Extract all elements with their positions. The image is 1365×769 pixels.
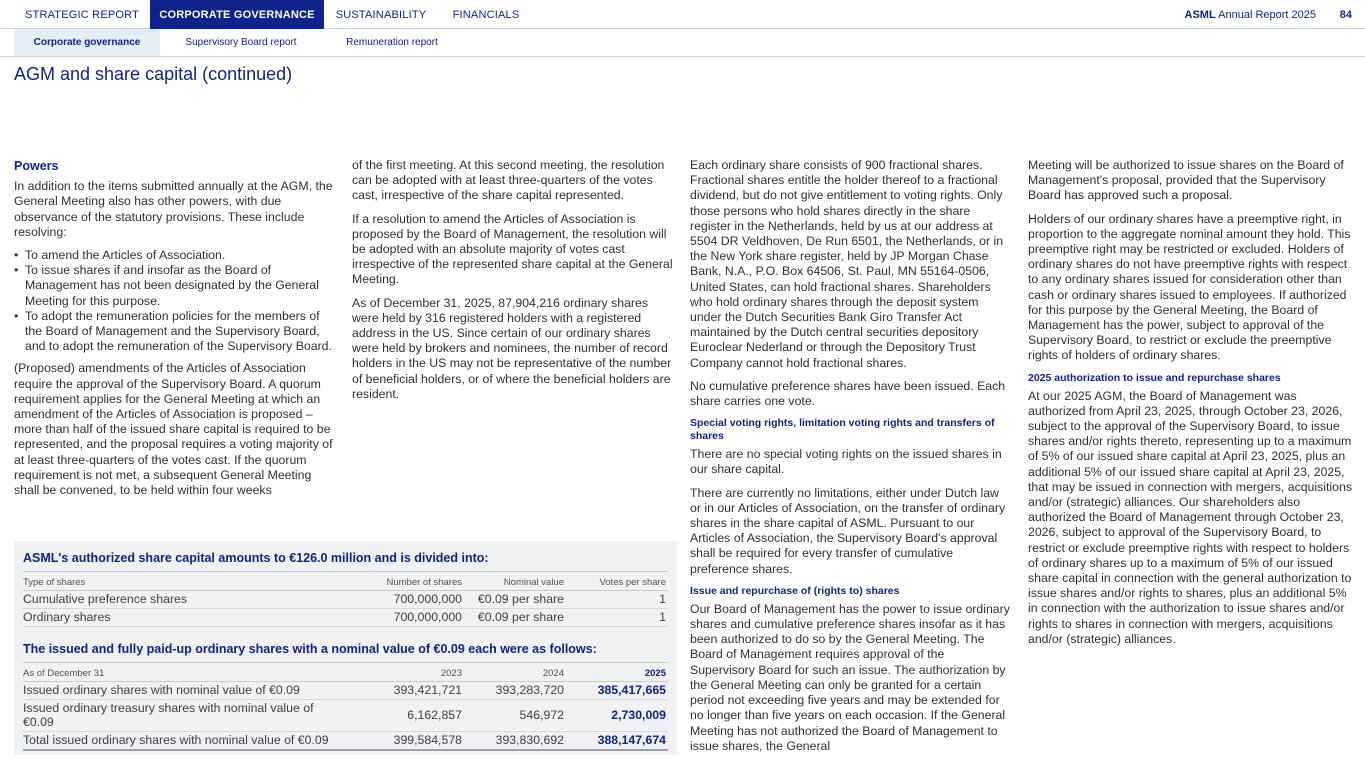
paragraph: There are no special voting rights on the issued shares in our share capital. [690, 447, 1002, 477]
table-cell: 393,283,720 [464, 682, 566, 700]
top-navigation [0, 0, 1365, 29]
subtab-supervisory-board-report[interactable]: Supervisory Board report [185, 37, 297, 48]
table-cell: Total issued ordinary shares with nominal value of €0.09 [23, 732, 344, 751]
list-item: • To adopt the remuneration policies for the members of the Board of Management and the Supervisory Board, and to adopt the remuneration of the Supervisory Board. [14, 309, 336, 355]
column-header: Votes per share [566, 572, 668, 591]
table-cell: €0.09 per share [464, 591, 566, 609]
column-4 [1028, 158, 1352, 655]
authorized-capital-table [23, 571, 668, 627]
report-title-text: Annual Report 2025 [1218, 9, 1316, 21]
paragraph: of the first meeting. At this second meeting, the resolution can be adopted with at least three-quarters of the votes cast, irrespective of the share capital represented. [352, 158, 665, 203]
table-row [23, 700, 668, 732]
list-item: • To issue shares if and insofar as the Board of Management has not been designated by the General Meeting for this purpose. [14, 263, 336, 309]
paragraph: Each ordinary share consists of 900 fractional shares. Fractional shares entitle the holder thereof to a fractional dividend, but do not give entitlement to voting rights. Only those persons who hold shares directly in the share register in the Netherlands, held by us at our address at 5504 DR Veldhoven, De Run 6501, the Netherlands, or in the New York share register, held by JP Morgan Chase Bank, N.A., P.O. Box 64506, St. Paul, MN 55164-0506, United States, can hold fractional shares. Shareholders who hold ordinary shares through the deposit system under the Dutch Securities Bank Giro Transfer Act maintained by the Dutch central securities depository Euroclear Nederland or through the Depository Trust Company cannot hold fractional shares. [690, 158, 1004, 370]
table-row [23, 591, 668, 609]
table-row [23, 609, 668, 627]
table-cell: 385,417,665 [566, 682, 668, 700]
subtab-remuneration-report[interactable]: Remuneration report [346, 37, 438, 48]
table-cell: Issued ordinary treasury shares with nominal value of €0.09 [23, 700, 344, 732]
column-header: 2024 [464, 663, 566, 682]
column-header: Number of shares [344, 572, 464, 591]
authorized-capital-title: ASML's authorized share capital amounts to €126.0 million and is divided into: [23, 551, 489, 565]
paragraph: No cumulative preference shares have been issued. Each share carries one vote. [690, 378, 1006, 409]
column-header: 2023 [344, 663, 464, 682]
table-cell: 1 [566, 609, 668, 627]
subtab-corporate-governance[interactable]: Corporate governance [14, 29, 160, 56]
paragraph: There are currently no limitations, either under Dutch law or in our Articles of Association, on the transfer of ordinary shares in the share capital of ASML. Pursuant to our Articles of Association, the Supervisory Board's approval shall be required for every transfer of cumulative preference shares. [690, 485, 1006, 576]
tab-strategic-report[interactable]: STRATEGIC REPORT [24, 9, 140, 21]
page-title: AGM and share capital (continued) [14, 64, 293, 84]
table-cell: 6,162,857 [344, 700, 464, 732]
table-row [23, 732, 668, 751]
table-header-row [23, 663, 668, 682]
powers-list [14, 248, 336, 354]
special-voting-rights-heading: Special voting rights, limitation voting rights and transfers of shares [690, 417, 995, 443]
report-brand: ASML [1184, 9, 1216, 21]
paragraph: Our Board of Management has the power to issue ordinary shares and cumulative preference shares insofar as it has been authorized to do so by the General Meeting. The Board of Management requires approval of the Supervisory Board for such an issue. The authorization by the General Meeting can only be granted for a certain period not exceeding five years and may be extended for no longer than five years on each occasion. If the General Meeting has not authorized the Board of Management to issue shares, the General [690, 601, 1010, 753]
report-title [1185, 0, 1316, 31]
column-2 [352, 158, 674, 410]
paragraph: Meeting will be authorized to issue shares on the Board of Management's proposal, provided that the Supervisory Board has approved such a proposal. [1028, 158, 1344, 203]
column-3 [690, 158, 1012, 762]
table-cell: Issued ordinary shares with nominal value of €0.09 [23, 682, 344, 700]
column-header: 2025 [566, 663, 668, 682]
table-cell: 1 [566, 591, 668, 609]
paragraph: At our 2025 AGM, the Board of Management was authorized from April 23, 2025, through October 23, 2026, subject to the approval of the Supervisory Board, to issue shares and/or rights thereto, representing up to a maximum of 5% of our issued share capital at April 23, 2025, plus an additional 5% of our issued share capital at April 23, 2025, that may be issued in connection with mergers, acquisitions and/or (strategic) alliances. Our shareholders also authorized the Board of Management through October 23, 2026, subject to approval of the Supervisory Board, to restrict or exclude preemptive rights with respect to holders of ordinary shares up to a maximum of 5% of our issued share capital in connection with the general authorization to issue shares and/or rights to shares, plus an additional 5% in connection with the authorization to issue shares and/or rights to shares in connection with mergers, acquisitions and/or (strategic) alliances. [1028, 388, 1352, 646]
table-cell: 393,830,692 [464, 732, 566, 751]
table-cell: 393,421,721 [344, 682, 464, 700]
table-cell: 546,972 [464, 700, 566, 732]
column-header: Type of shares [23, 572, 344, 591]
table-row [23, 682, 668, 700]
list-item: • To amend the Articles of Association. [14, 248, 336, 263]
paragraph: As of December 31, 2025, 87,904,216 ordinary shares were held by 316 registered holders with a registered address in the US. Since certain of our ordinary shares were held by brokers and nominees, the number of record holders in the US may not be representative of the number of beneficial holders, or of where the beneficial holders are resident. [352, 295, 672, 401]
issue-repurchase-heading: Issue and repurchase of (rights to) shares [690, 584, 900, 597]
paragraph: (Proposed) amendments of the Articles of Association require the approval of the Supervisory Board. A quorum requirement applies for the General Meeting at which an amendment of the Articles of Association is proposed – more than half of the issued share capital is required to be represented, and the proposal requires a voting majority of at least three-quarters of the votes cast. If the quorum requirement is not met, a subsequent General Meeting shall be convened, to be held within four weeks [14, 361, 333, 498]
table-cell: Ordinary shares [23, 609, 344, 627]
page-number: 84 [1339, 9, 1352, 21]
share-capital-tables [14, 541, 677, 755]
tab-corporate-governance[interactable]: CORPORATE GOVERNANCE [150, 0, 324, 29]
paragraph: In addition to the items submitted annually at the AGM, the General Meeting also has other powers, with due observance of the statutory provisions. These include resolving: [14, 179, 333, 239]
table-cell: 2,730,009 [566, 700, 668, 732]
column-1 [14, 158, 336, 506]
table-cell: Cumulative preference shares [23, 591, 344, 609]
column-header: Nominal value [464, 572, 566, 591]
issued-shares-title: The issued and fully paid-up ordinary shares with a nominal value of €0.09 each were as follows: [23, 642, 597, 656]
table-cell: 388,147,674 [566, 732, 668, 751]
table-cell: 399,584,578 [344, 732, 464, 751]
issued-shares-table [23, 662, 668, 751]
tab-financials[interactable]: FINANCIALS [452, 9, 520, 21]
authorization-heading: 2025 authorization to issue and repurchase shares [1028, 371, 1281, 384]
paragraph: If a resolution to amend the Articles of Association is proposed by the Board of Management, the resolution will be adopted with an absolute majority of votes cast irrespective of the represented share capital at the General Meeting. [352, 211, 673, 287]
tab-sustainability[interactable]: SUSTAINABILITY [335, 9, 427, 21]
paragraph: Holders of our ordinary shares have a preemptive right, in proportion to the aggregate nominal amount they hold. This preemptive right may be restricted or excluded. Holders of ordinary shares do not have preemptive rights with respect to any ordinary shares issued for consideration other than cash or ordinary shares issued to employees. If authorized for this purpose by the General Meeting, the Board of Management has the power, subject to approval of the Supervisory Board, to restrict or exclude the preemptive rights of holders of ordinary shares. [1028, 211, 1351, 363]
powers-heading: Powers [14, 159, 59, 173]
table-cell: €0.09 per share [464, 609, 566, 627]
table-cell: 700,000,000 [344, 591, 464, 609]
table-header-row [23, 572, 668, 591]
sub-navigation [0, 29, 1365, 57]
column-header: As of December 31 [23, 663, 344, 682]
table-cell: 700,000,000 [344, 609, 464, 627]
